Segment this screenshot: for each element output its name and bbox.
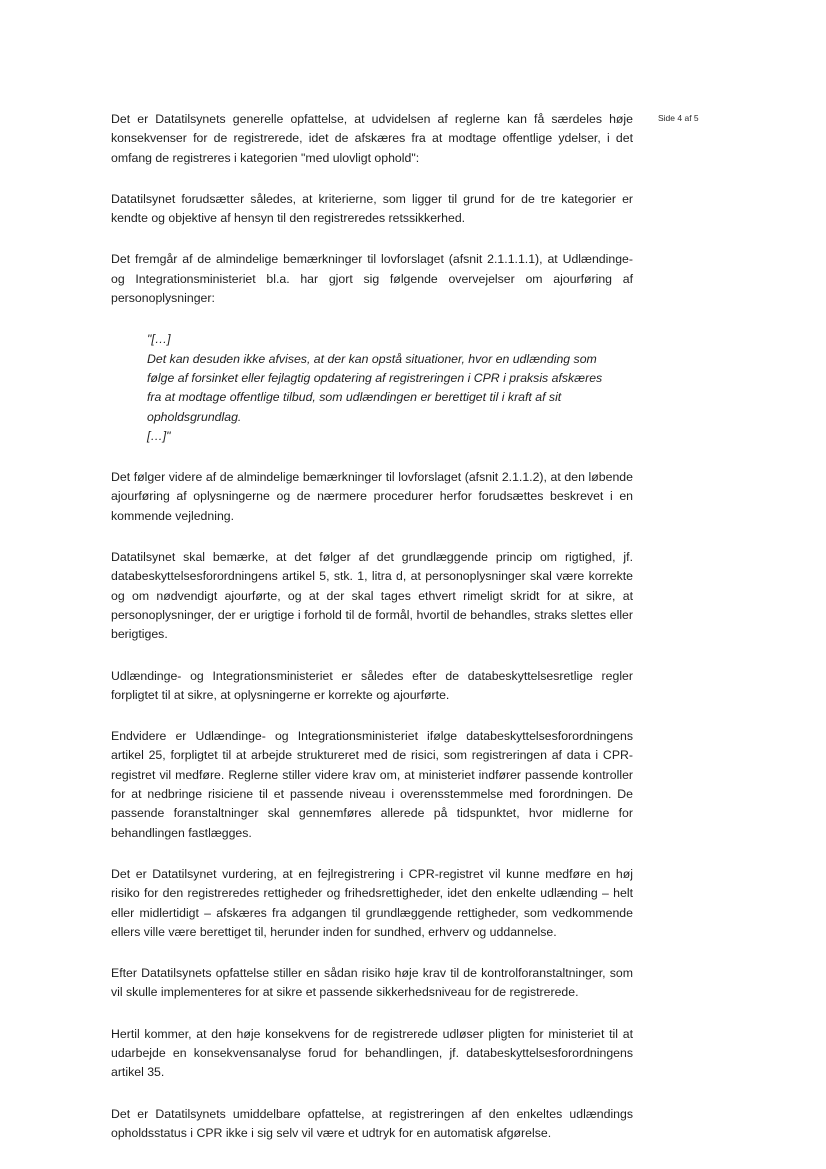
paragraph-3: Det fremgår af de almindelige bemærkninger til lovforslaget (afsnit 2.1.1.1.1), at Udlændinge- og Integrationsministeriet bl.a. har gjort sig følgende overvejelser om ajourføring af personoplysninger: [111, 252, 633, 306]
paragraph-9: Efter Datatilsynets opfattelse stiller en sådan risiko høje krav til de kontrolforanstaltninger, som vil skulle implementeres for at sikre et passende sikkerhedsniveau for de registrerede. [111, 966, 633, 1000]
block-quote [147, 330, 607, 446]
paragraph-7: Endvidere er Udlændinge- og Integrationsministeriet ifølge databeskyttelsesforordningens artikel 25, forpligtet til at arbejde struktureret med de risici, som registreringen af data i CPR-registret vil medføre. Reglerne stiller videre krav om, at ministeriet indfører passende kontroller for at nedbringe risiciene til et passende niveau i overensstemmelse med forordningen. De passende foranstaltninger skal gennemføres allerede på tidspunktet, hvor midlerne for behandlingen fastlægges. [111, 729, 633, 840]
quote-open-ellipsis: "[…] [147, 332, 171, 347]
paragraph-8: Det er Datatilsynet vurdering, at en fejlregistrering i CPR-registret vil kunne medføre en høj risiko for den registreredes rettigheder og frihedsrettigheder, idet den enkelte udlænding – helt eller midlertidigt – afskæres fra adgangen til grundlæggende rettigheder, som vedkommende ellers ville være berettiget til, herunder inden for sundhed, erhverv og uddannelse. [111, 866, 633, 939]
quote-text: Det kan desuden ikke afvises, at der kan opstå situationer, hvor en udlænding som følge af forsinket eller fejlagtig opdatering af registreringen i CPR i praksis afskæres fra at modtage offentlige tilbud, som udlændingen er berettiget til i kraft af sit opholdsgrundlag. [147, 351, 603, 424]
page-number: Side 4 af 5 [658, 113, 699, 123]
paragraph-6: Udlændinge- og Integrationsministeriet er således efter de databeskyttelsesretlige regler forpligtet til at sikre, at oplysningerne er korrekte og ajourførte. [111, 668, 633, 702]
paragraph-5: Datatilsynet skal bemærke, at det følger af det grundlæggende princip om rigtighed, jf. databeskyttelsesforordningens artikel 5, stk. 1, litra d, at personoplysninger skal være korrekte og om nødvendigt ajourførte, og at der skal tages ethvert rimeligt skridt for at sikre, at personoplysninger, der er urigtige i forhold til de formål, hvortil de behandles, straks slettes eller berigtiges. [111, 550, 633, 642]
paragraph-2: Datatilsynet forudsætter således, at kriterierne, som ligger til grund for de tre kategorier er kendte og objektive af hensyn til den registreredes retssikkerhed. [111, 191, 633, 226]
paragraph-11: Det er Datatilsynets umiddelbare opfattelse, at registreringen af den enkeltes udlændings opholdsstatus i CPR ikke i sig selv vil være et udtryk for en automatisk afgørelse. [111, 1106, 633, 1140]
paragraph-10: Hertil kommer, at den høje konsekvens for de registrerede udløser pligten for ministeriet til at udarbejde en konsekvensanalyse forud for behandlingen, jf. databeskyttelsesforordningens artikel 35. [111, 1026, 633, 1080]
paragraph-1: Det er Datatilsynets generelle opfattelse, at udvidelsen af reglerne kan få særdeles høje konsekvenser for de registrerede, idet de afskæres fra at modtage offentlige ydelser, i det omfang de registreres i kategorien "med ulovligt ophold": [111, 112, 633, 165]
paragraph-4: Det følger videre af de almindelige bemærkninger til lovforslaget (afsnit 2.1.1.2), at den løbende ajourføring af oplysningerne og de nærmere procedurer herfor forudsættes beskrevet i en kommende vejledning. [111, 470, 633, 523]
quote-close-ellipsis: […]" [147, 428, 171, 443]
document-body [111, 110, 633, 1165]
